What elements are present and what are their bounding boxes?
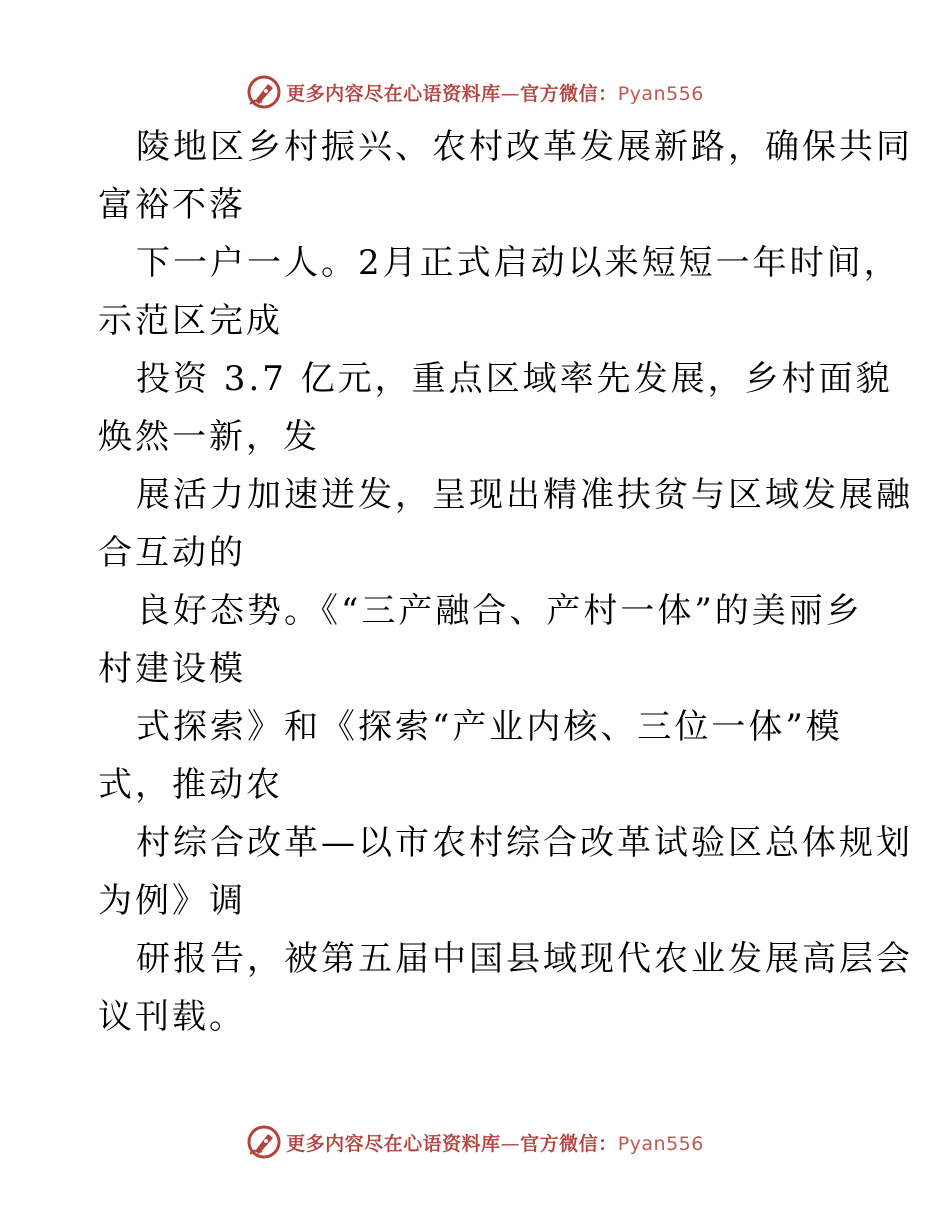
watermark-wechat-label: 官方微信： — [520, 82, 618, 105]
text-line: 议刊载。 — [98, 997, 246, 1037]
watermark-dash: — — [500, 82, 521, 105]
watermark-site: 更多内容尽在心语资料库 — [286, 1132, 501, 1155]
pen-nib-logo-icon — [246, 1124, 282, 1160]
text-line: 研报告，被第五届中国县域现代农业发展高层会 — [136, 939, 913, 979]
text-line: 示范区完成 — [98, 301, 283, 341]
text-line: 下一户一人。2月正式启动以来短短一年时间， — [136, 243, 901, 283]
text-line: 投资 3.7 亿元，重点区域率先发展，乡村面貌 — [136, 359, 893, 399]
text-line: 陵地区乡村振兴、农村改革发展新路，确保共同 — [136, 127, 913, 167]
text-line: 富裕不落 — [98, 185, 246, 225]
text-line: 村综合改革—以市农村综合改革试验区总体规划 — [136, 823, 913, 863]
pen-nib-logo-icon — [246, 74, 282, 110]
text-line: 为例》调 — [98, 881, 246, 921]
text-line: 良好态势。《“三产融合、产村一体”的美丽乡 — [136, 591, 863, 631]
text-line: 式探索》和《探索“产业内核、三位一体”模 — [136, 707, 843, 747]
watermark-dash: — — [500, 1132, 521, 1155]
text-line: 式，推动农 — [98, 765, 283, 805]
footer-watermark — [0, 1122, 950, 1162]
text-line: 合互动的 — [98, 533, 246, 573]
watermark-site: 更多内容尽在心语资料库 — [286, 82, 501, 105]
watermark-text — [286, 79, 704, 106]
text-line: 村建设模 — [98, 649, 246, 689]
header-watermark — [0, 72, 950, 112]
document-body — [98, 118, 913, 1046]
text-line: 焕然一新，发 — [98, 417, 320, 457]
watermark-wechat-id: Pyan556 — [617, 82, 704, 105]
text-line: 展活力加速迸发，呈现出精准扶贫与区域发展融 — [136, 475, 913, 515]
watermark-text — [286, 1129, 704, 1156]
watermark-wechat-id: Pyan556 — [617, 1132, 704, 1155]
watermark-wechat-label: 官方微信： — [520, 1132, 618, 1155]
